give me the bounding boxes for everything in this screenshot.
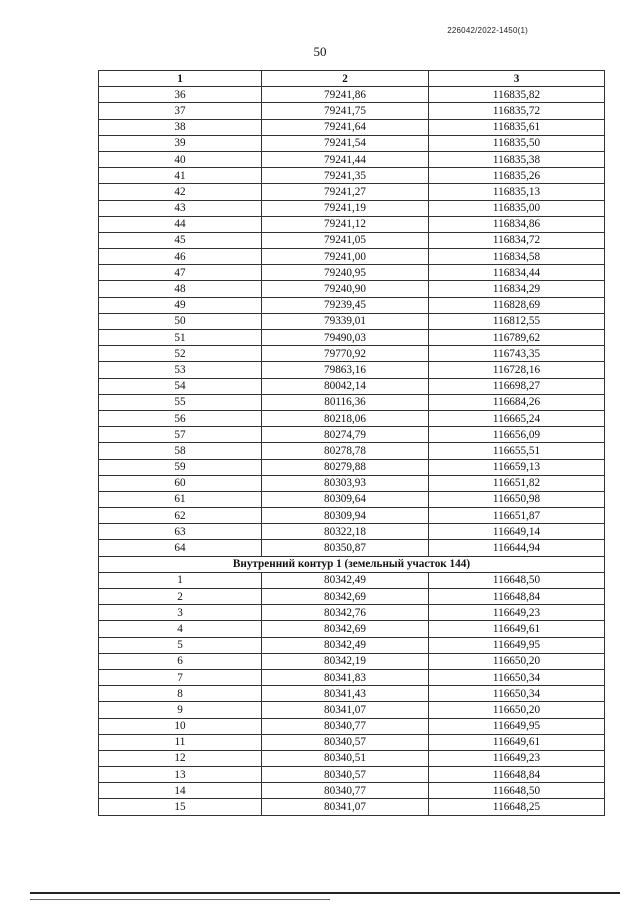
- table-section: [99, 556, 605, 572]
- point-number-cell: 38: [99, 119, 262, 135]
- table-row: [99, 330, 605, 346]
- table-row: [99, 783, 605, 799]
- x-coordinate-cell: 79241,00: [262, 249, 429, 265]
- y-coordinate-cell: 116651,82: [429, 475, 605, 491]
- table-row: [99, 410, 605, 426]
- y-coordinate-cell: 116789,62: [429, 330, 605, 346]
- x-coordinate-cell: 80042,14: [262, 378, 429, 394]
- table-row: [99, 184, 605, 200]
- point-number-cell: 15: [99, 799, 262, 815]
- point-number-cell: 2: [99, 589, 262, 605]
- y-coordinate-cell: 116644,94: [429, 540, 605, 556]
- y-coordinate-cell: 116655,51: [429, 443, 605, 459]
- table-row: [99, 394, 605, 410]
- point-number-cell: 44: [99, 216, 262, 232]
- y-coordinate-cell: 116648,50: [429, 572, 605, 588]
- table-row: [99, 297, 605, 313]
- y-coordinate-cell: 116656,09: [429, 427, 605, 443]
- table-row: [99, 734, 605, 750]
- y-coordinate-cell: 116828,69: [429, 297, 605, 313]
- y-coordinate-cell: 116649,61: [429, 734, 605, 750]
- point-number-cell: 6: [99, 653, 262, 669]
- table-row: [99, 103, 605, 119]
- y-coordinate-cell: 116835,82: [429, 87, 605, 103]
- x-coordinate-cell: 80340,57: [262, 734, 429, 750]
- x-coordinate-cell: 79240,95: [262, 265, 429, 281]
- column-header: 2: [262, 71, 429, 87]
- table-row: [99, 168, 605, 184]
- x-coordinate-cell: 80342,76: [262, 605, 429, 621]
- x-coordinate-cell: 79241,86: [262, 87, 429, 103]
- point-number-cell: 49: [99, 297, 262, 313]
- y-coordinate-cell: 116649,61: [429, 621, 605, 637]
- point-number-cell: 50: [99, 313, 262, 329]
- point-number-cell: 61: [99, 491, 262, 507]
- point-number-cell: 7: [99, 669, 262, 685]
- point-number-cell: 42: [99, 184, 262, 200]
- table-row: [99, 362, 605, 378]
- footer-divider: [30, 892, 620, 894]
- x-coordinate-cell: 79240,90: [262, 281, 429, 297]
- x-coordinate-cell: 79241,54: [262, 135, 429, 151]
- point-number-cell: 58: [99, 443, 262, 459]
- x-coordinate-cell: 80309,64: [262, 491, 429, 507]
- table-body-outer-contour: [99, 87, 605, 556]
- table-row: [99, 200, 605, 216]
- y-coordinate-cell: 116834,58: [429, 249, 605, 265]
- x-coordinate-cell: 80342,49: [262, 637, 429, 653]
- point-number-cell: 56: [99, 410, 262, 426]
- table-row: [99, 605, 605, 621]
- column-header: 1: [99, 71, 262, 87]
- x-coordinate-cell: 80340,77: [262, 783, 429, 799]
- point-number-cell: 47: [99, 265, 262, 281]
- y-coordinate-cell: 116649,14: [429, 524, 605, 540]
- table-row: [99, 427, 605, 443]
- table-row: [99, 750, 605, 766]
- table-row: [99, 669, 605, 685]
- x-coordinate-cell: 79241,12: [262, 216, 429, 232]
- y-coordinate-cell: 116651,87: [429, 508, 605, 524]
- table-row: [99, 313, 605, 329]
- y-coordinate-cell: 116650,20: [429, 702, 605, 718]
- y-coordinate-cell: 116834,29: [429, 281, 605, 297]
- x-coordinate-cell: 79241,75: [262, 103, 429, 119]
- x-coordinate-cell: 80322,18: [262, 524, 429, 540]
- x-coordinate-cell: 80342,19: [262, 653, 429, 669]
- point-number-cell: 9: [99, 702, 262, 718]
- y-coordinate-cell: 116834,72: [429, 232, 605, 248]
- y-coordinate-cell: 116650,98: [429, 491, 605, 507]
- footer-divider-secondary: [30, 899, 330, 900]
- x-coordinate-cell: 80278,78: [262, 443, 429, 459]
- table-row: [99, 151, 605, 167]
- y-coordinate-cell: 116835,13: [429, 184, 605, 200]
- y-coordinate-cell: 116648,50: [429, 783, 605, 799]
- table-row: [99, 378, 605, 394]
- point-number-cell: 8: [99, 686, 262, 702]
- x-coordinate-cell: 80350,87: [262, 540, 429, 556]
- table-row: [99, 524, 605, 540]
- table-row: [99, 637, 605, 653]
- y-coordinate-cell: 116648,84: [429, 767, 605, 783]
- point-number-cell: 59: [99, 459, 262, 475]
- x-coordinate-cell: 80342,49: [262, 572, 429, 588]
- table-row: [99, 718, 605, 734]
- table-header-row: [99, 71, 605, 87]
- column-header: 3: [429, 71, 605, 87]
- point-number-cell: 5: [99, 637, 262, 653]
- x-coordinate-cell: 80342,69: [262, 621, 429, 637]
- table-row: [99, 281, 605, 297]
- x-coordinate-cell: 79490,03: [262, 330, 429, 346]
- point-number-cell: 55: [99, 394, 262, 410]
- point-number-cell: 62: [99, 508, 262, 524]
- section-title: Внутренний контур 1 (земельный участок 144): [99, 556, 605, 572]
- y-coordinate-cell: 116835,00: [429, 200, 605, 216]
- y-coordinate-cell: 116835,26: [429, 168, 605, 184]
- point-number-cell: 36: [99, 87, 262, 103]
- point-number-cell: 45: [99, 232, 262, 248]
- table-row: [99, 443, 605, 459]
- table-row: [99, 540, 605, 556]
- table-body-inner-contour: [99, 572, 605, 815]
- section-header-row: [99, 556, 605, 572]
- y-coordinate-cell: 116835,50: [429, 135, 605, 151]
- y-coordinate-cell: 116650,20: [429, 653, 605, 669]
- table-row: [99, 87, 605, 103]
- table-row: [99, 702, 605, 718]
- point-number-cell: 37: [99, 103, 262, 119]
- y-coordinate-cell: 116649,23: [429, 750, 605, 766]
- y-coordinate-cell: 116649,23: [429, 605, 605, 621]
- table-row: [99, 572, 605, 588]
- y-coordinate-cell: 116650,34: [429, 669, 605, 685]
- point-number-cell: 63: [99, 524, 262, 540]
- x-coordinate-cell: 80341,07: [262, 799, 429, 815]
- table-row: [99, 232, 605, 248]
- x-coordinate-cell: 79239,45: [262, 297, 429, 313]
- table-row: [99, 459, 605, 475]
- y-coordinate-cell: 116743,35: [429, 346, 605, 362]
- x-coordinate-cell: 80303,93: [262, 475, 429, 491]
- point-number-cell: 10: [99, 718, 262, 734]
- x-coordinate-cell: 80116,36: [262, 394, 429, 410]
- point-number-cell: 46: [99, 249, 262, 265]
- y-coordinate-cell: 116835,72: [429, 103, 605, 119]
- point-number-cell: 51: [99, 330, 262, 346]
- table-row: [99, 475, 605, 491]
- x-coordinate-cell: 79241,64: [262, 119, 429, 135]
- point-number-cell: 12: [99, 750, 262, 766]
- point-number-cell: 53: [99, 362, 262, 378]
- x-coordinate-cell: 80341,07: [262, 702, 429, 718]
- x-coordinate-cell: 80340,51: [262, 750, 429, 766]
- table-row: [99, 686, 605, 702]
- point-number-cell: 13: [99, 767, 262, 783]
- table-row: [99, 621, 605, 637]
- point-number-cell: 11: [99, 734, 262, 750]
- y-coordinate-cell: 116728,16: [429, 362, 605, 378]
- point-number-cell: 14: [99, 783, 262, 799]
- x-coordinate-cell: 80309,94: [262, 508, 429, 524]
- table-row: [99, 265, 605, 281]
- y-coordinate-cell: 116835,61: [429, 119, 605, 135]
- x-coordinate-cell: 79241,05: [262, 232, 429, 248]
- table-row: [99, 799, 605, 815]
- y-coordinate-cell: 116649,95: [429, 637, 605, 653]
- table-row: [99, 346, 605, 362]
- point-number-cell: 39: [99, 135, 262, 151]
- x-coordinate-cell: 79241,27: [262, 184, 429, 200]
- y-coordinate-cell: 116834,44: [429, 265, 605, 281]
- y-coordinate-cell: 116665,24: [429, 410, 605, 426]
- x-coordinate-cell: 79241,35: [262, 168, 429, 184]
- point-number-cell: 64: [99, 540, 262, 556]
- x-coordinate-cell: 79339,01: [262, 313, 429, 329]
- x-coordinate-cell: 80279,88: [262, 459, 429, 475]
- table-row: [99, 508, 605, 524]
- point-number-cell: 1: [99, 572, 262, 588]
- table-row: [99, 249, 605, 265]
- x-coordinate-cell: 79863,16: [262, 362, 429, 378]
- point-number-cell: 4: [99, 621, 262, 637]
- point-number-cell: 41: [99, 168, 262, 184]
- y-coordinate-cell: 116835,38: [429, 151, 605, 167]
- point-number-cell: 54: [99, 378, 262, 394]
- table-row: [99, 767, 605, 783]
- point-number-cell: 3: [99, 605, 262, 621]
- point-number-cell: 57: [99, 427, 262, 443]
- x-coordinate-cell: 80342,69: [262, 589, 429, 605]
- y-coordinate-cell: 116648,25: [429, 799, 605, 815]
- document-id: 226042/2022-1450(1): [447, 26, 528, 35]
- table-row: [99, 491, 605, 507]
- table-row: [99, 216, 605, 232]
- x-coordinate-cell: 79770,92: [262, 346, 429, 362]
- y-coordinate-cell: 116648,84: [429, 589, 605, 605]
- y-coordinate-cell: 116684,26: [429, 394, 605, 410]
- x-coordinate-cell: 80341,83: [262, 669, 429, 685]
- y-coordinate-cell: 116659,13: [429, 459, 605, 475]
- point-number-cell: 60: [99, 475, 262, 491]
- x-coordinate-cell: 79241,44: [262, 151, 429, 167]
- y-coordinate-cell: 116649,95: [429, 718, 605, 734]
- coordinates-table: [98, 70, 605, 816]
- page-number: 50: [313, 44, 327, 59]
- point-number-cell: 40: [99, 151, 262, 167]
- point-number-cell: 48: [99, 281, 262, 297]
- table-row: [99, 119, 605, 135]
- x-coordinate-cell: 80218,06: [262, 410, 429, 426]
- table-row: [99, 135, 605, 151]
- point-number-cell: 52: [99, 346, 262, 362]
- point-number-cell: 43: [99, 200, 262, 216]
- y-coordinate-cell: 116812,55: [429, 313, 605, 329]
- x-coordinate-cell: 80341,43: [262, 686, 429, 702]
- y-coordinate-cell: 116650,34: [429, 686, 605, 702]
- y-coordinate-cell: 116834,86: [429, 216, 605, 232]
- x-coordinate-cell: 79241,19: [262, 200, 429, 216]
- x-coordinate-cell: 80274,79: [262, 427, 429, 443]
- table-row: [99, 653, 605, 669]
- x-coordinate-cell: 80340,57: [262, 767, 429, 783]
- y-coordinate-cell: 116698,27: [429, 378, 605, 394]
- x-coordinate-cell: 80340,77: [262, 718, 429, 734]
- table-row: [99, 589, 605, 605]
